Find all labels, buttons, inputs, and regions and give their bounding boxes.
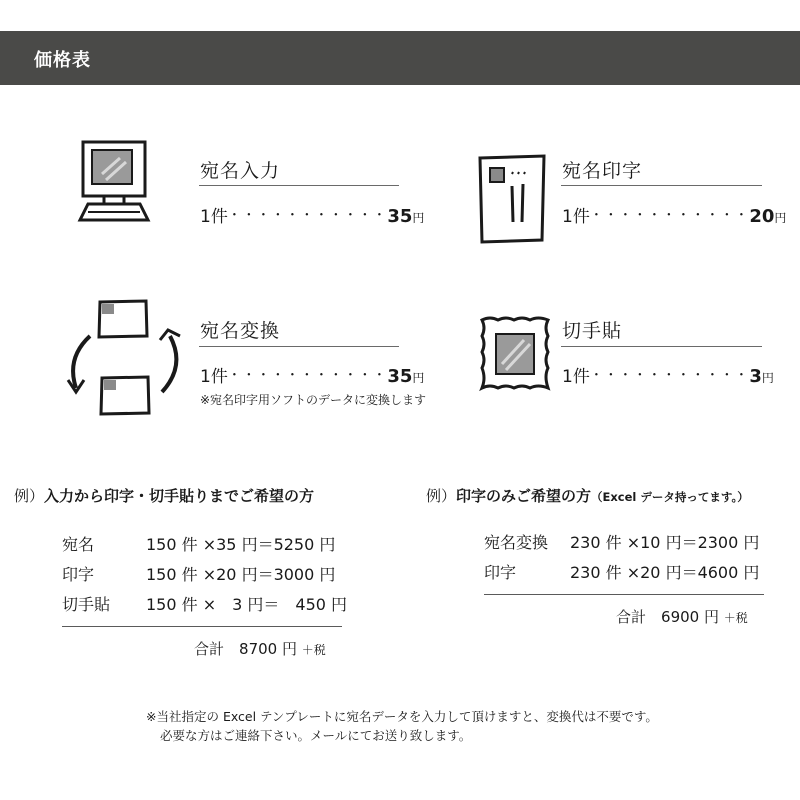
footer-note: ※当社指定の Excel テンプレートに宛名データを入力して頂けますと、変換代は不要です。 bbox=[146, 709, 658, 724]
price-amount: 35 bbox=[387, 366, 413, 387]
quantity: 1件 bbox=[562, 367, 590, 387]
price-unit: 円 bbox=[412, 211, 425, 225]
total-label: 合計 bbox=[194, 640, 225, 658]
postcard-icon bbox=[476, 152, 548, 246]
page-title: 価格表 bbox=[34, 50, 91, 71]
leader-dots: ・・・・・・・・・・・ bbox=[227, 208, 388, 223]
service-note: ※宛名印字用ソフトのデータに変換します bbox=[200, 393, 427, 407]
price-line bbox=[200, 362, 424, 387]
price-unit: 円 bbox=[412, 371, 425, 385]
divider bbox=[199, 185, 399, 186]
calc-label: 切手貼 bbox=[62, 595, 111, 614]
calc-value: 230 件 ×10 円＝2300 円 bbox=[570, 533, 760, 552]
service-name: 宛名入力 bbox=[200, 160, 281, 182]
computer-icon bbox=[74, 138, 154, 230]
price-amount: 20 bbox=[749, 206, 775, 227]
example-heading: 入力から印字・切手貼りまでご希望の方 bbox=[44, 487, 315, 505]
calc-label: 宛名 bbox=[62, 535, 95, 554]
service-name: 切手貼 bbox=[562, 320, 623, 342]
quantity: 1件 bbox=[562, 207, 590, 227]
calc-value: 150 件 × 3 円＝ 450 円 bbox=[146, 595, 348, 614]
example-lead: 例） bbox=[426, 487, 457, 505]
leader-dots: ・・・・・・・・・・・ bbox=[589, 208, 750, 223]
example-note: （Excel データ持ってます。） bbox=[591, 490, 749, 504]
stamp-icon bbox=[478, 316, 552, 392]
total-label: 合計 bbox=[616, 608, 647, 626]
total-value: 8700 円 bbox=[239, 640, 297, 658]
price-amount: 35 bbox=[387, 206, 413, 227]
calc-value: 150 件 ×35 円＝5250 円 bbox=[146, 535, 336, 554]
calc-value: 230 件 ×20 円＝4600 円 bbox=[570, 563, 760, 582]
calc-label: 宛名変換 bbox=[484, 533, 549, 552]
price-unit: 円 bbox=[774, 211, 787, 225]
price-line bbox=[562, 202, 786, 227]
example-title bbox=[426, 485, 749, 506]
calc-label: 印字 bbox=[484, 563, 517, 582]
calc-value: 150 件 ×20 円＝3000 円 bbox=[146, 565, 336, 584]
leader-dots: ・・・・・・・・・・・ bbox=[589, 368, 750, 383]
example-title bbox=[14, 485, 314, 506]
price-amount: 3 bbox=[749, 366, 762, 387]
footer-note: 必要な方はご連絡下さい。メールにてお送り致します。 bbox=[160, 728, 472, 743]
tax-label: ＋税 bbox=[723, 611, 748, 625]
divider bbox=[199, 346, 399, 347]
example-lead: 例） bbox=[14, 487, 45, 505]
divider bbox=[561, 346, 762, 347]
calc-label: 印字 bbox=[62, 565, 95, 584]
divider bbox=[484, 594, 764, 595]
service-name: 宛名印字 bbox=[562, 160, 643, 182]
example-heading: 印字のみご希望の方 bbox=[456, 487, 592, 505]
total-line bbox=[616, 606, 748, 627]
quantity: 1件 bbox=[200, 207, 228, 227]
total-line bbox=[194, 638, 326, 659]
tax-label: ＋税 bbox=[301, 643, 326, 657]
price-unit: 円 bbox=[761, 371, 774, 385]
divider bbox=[561, 185, 762, 186]
service-name: 宛名変換 bbox=[200, 320, 281, 342]
divider bbox=[62, 626, 342, 627]
price-line bbox=[200, 202, 424, 227]
convert-icon bbox=[62, 296, 186, 420]
price-line bbox=[562, 362, 774, 387]
total-value: 6900 円 bbox=[661, 608, 719, 626]
header-bar bbox=[0, 31, 800, 85]
leader-dots: ・・・・・・・・・・・ bbox=[227, 368, 388, 383]
quantity: 1件 bbox=[200, 367, 228, 387]
